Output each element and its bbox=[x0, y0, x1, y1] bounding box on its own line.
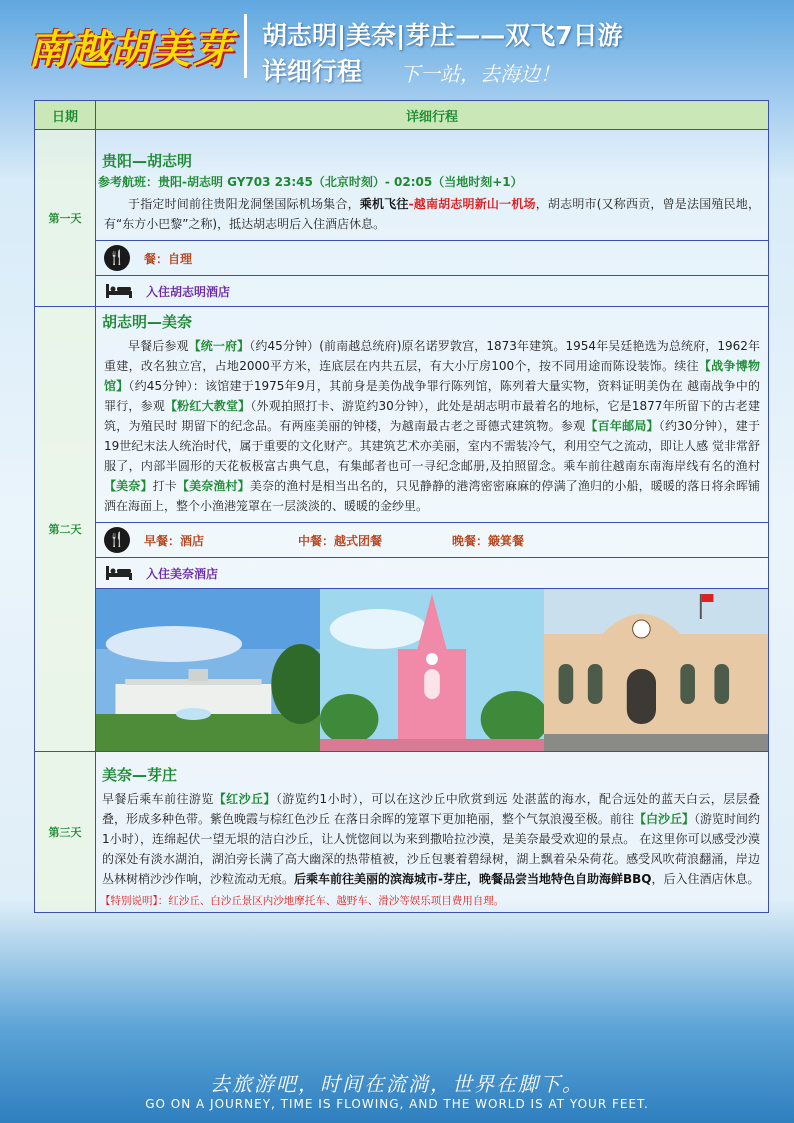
day-content bbox=[96, 130, 768, 306]
page-title: 胡志明|美奈|芽庄——双飞7日游 bbox=[262, 21, 623, 50]
day-content bbox=[96, 307, 768, 751]
table-header bbox=[35, 101, 768, 130]
text: （约30分钟），建于19世纪末法人统治时代，属于重要的文化财产。其建筑艺术亦美丽，室内不需装冷气，利用空气之流动，即让人感 觉非常舒服了，内部半圆形的天花板极富古典气息，有集邮者也可一寻纪念邮册,及拍照留念。乘车前往越南东南海岸线有名的渔村 bbox=[104, 419, 760, 473]
day-row-3 bbox=[35, 752, 768, 912]
day-description bbox=[96, 190, 768, 240]
brand-logo: 南越胡美芽 bbox=[28, 27, 233, 73]
attraction-name: 【红沙丘】 bbox=[213, 792, 276, 806]
special-note: 【特别说明】：红沙丘、白沙丘景区内沙地摩托车、越野车、滑沙等娱乐项目费用自理。 bbox=[100, 895, 505, 907]
flight-info: 参考航班：贵阳-胡志明 GY703 23:45（北京时刻）- 02:05（当地时刻+1） bbox=[98, 175, 523, 189]
text: （游览约1小时），可以在这沙丘中欣赏到远 处湛蓝的海水，配合远处的蓝天白云，层层叠叠，形成多种色带。紫色晚霞与棕红色沙丘 在落日余晖的笼罩下更加艳丽，整个气氛浪漫至极。前往 bbox=[102, 792, 760, 826]
attraction-name: 【粉红大教堂】 bbox=[164, 399, 251, 413]
text: （约45分钟）(前南越总统府)原名诺罗敦宫，1873年建筑。1954年吴廷艳选为总统府，1962年重建，改名独立宫，占地2000平方米，连底层在内共五层，有大小厅房100个，按不同用途而陈设装饰。续往 bbox=[104, 339, 760, 373]
header-divider bbox=[244, 14, 247, 78]
text: 美奈的渔村是相当出名的，只见静静的港湾密密麻麻的停满了渔归的小船，暖暖的落日将余晖铺洒在海面上，整个小渔港笼罩在一层淡淡的、暖暖的金纱里。 bbox=[104, 479, 760, 513]
attraction-name: 【统一府】 bbox=[188, 339, 250, 353]
text: 于指定时间前往贵阳龙洞堡国际机场集合， bbox=[128, 197, 360, 211]
text: ，胡志明市(又称西贡，曾是法国殖民地，有“东方小巴黎”之称)，抵达胡志明后入住酒店休息。 bbox=[104, 197, 760, 231]
fork-knife-icon: 🍴 bbox=[104, 245, 130, 271]
text: （游览时间约1小时），连绵起伏一望无垠的洁白沙丘，让人恍惚间以为来到撒哈拉沙漠，是美奈最受欢迎的景点。 在这里你可以感受沙漠的深处有淡水湖泊，湖泊旁长满了高大幽深的热带植被，沙丘包裹着碧绿树，湖上飘着朵朵荷花。感受风吹荷浪翻涌，岸边丛林树梢沙沙作响，沙粒流动无痕。 bbox=[102, 812, 760, 886]
attraction-name: 【美奈】 bbox=[104, 479, 153, 493]
bed-icon bbox=[104, 564, 134, 582]
fork-knife-icon: 🍴 bbox=[104, 527, 130, 553]
text: ，后入住酒店休息。 bbox=[651, 872, 760, 886]
lunch-info: 中餐：越式团餐 bbox=[298, 533, 383, 548]
footer-slogan-en: GO ON A JOURNEY, TIME IS FLOWING, AND THE WORLD IS AT YOUR FEET. bbox=[145, 1097, 649, 1111]
photo-strip bbox=[96, 588, 768, 751]
text: 早餐后参观 bbox=[128, 339, 189, 353]
text: 早餐后乘车前往游览 bbox=[102, 792, 214, 806]
text: （约45分钟）：该馆建于1975年9月，其前身是美伪战争罪行陈列馆，陈列着大量实物，资料证明美伪在 越南战争中的罪行，参观 bbox=[104, 379, 760, 413]
day-content bbox=[96, 752, 768, 912]
attraction-name: 【美奈渔村】 bbox=[176, 479, 250, 493]
page-header bbox=[0, 0, 794, 92]
day-label: 第一天 bbox=[35, 130, 96, 306]
slogan: 下一站，去海边！ bbox=[400, 62, 560, 86]
text-bold: 后乘车前往美丽的滨海城市-芽庄，晚餐品尝当地特色自助海鲜BBQ bbox=[294, 872, 652, 886]
attraction-name: 【百年邮局】 bbox=[585, 419, 659, 433]
column-header-detail: 详细行程 bbox=[405, 109, 458, 125]
breakfast-info: 早餐：酒店 bbox=[144, 533, 205, 548]
photo-independence-palace bbox=[96, 589, 320, 751]
text-highlight-red: -越南胡志明新山一机场 bbox=[408, 197, 536, 211]
photo-central-post-office bbox=[544, 589, 768, 751]
day-row-2 bbox=[35, 307, 768, 752]
text-bold: 乘机飞往 bbox=[359, 197, 409, 211]
route-title: 胡志明—美奈 bbox=[102, 313, 193, 331]
hotel-row bbox=[96, 557, 768, 588]
hotel-info: 入住胡志明酒店 bbox=[146, 284, 231, 299]
day-label: 第三天 bbox=[35, 752, 96, 912]
hotel-row bbox=[96, 275, 768, 306]
meal-info: 餐：自理 bbox=[144, 251, 193, 266]
day-description bbox=[96, 332, 768, 522]
attraction-name: 【白沙丘】 bbox=[633, 812, 694, 826]
meal-row bbox=[96, 522, 768, 557]
route-title: 美奈—芽庄 bbox=[102, 766, 178, 784]
day-label: 第二天 bbox=[35, 307, 96, 751]
hotel-info: 入住美奈酒店 bbox=[146, 566, 219, 581]
route-title: 贵阳—胡志明 bbox=[102, 152, 193, 170]
day-row-1 bbox=[35, 130, 768, 307]
attraction-name: 【战争博物馆】 bbox=[104, 359, 760, 393]
day-description bbox=[96, 785, 768, 891]
meal-row bbox=[96, 240, 768, 275]
page-subtitle: 详细行程 bbox=[262, 57, 363, 86]
photo-pink-cathedral bbox=[320, 589, 544, 751]
column-header-day: 日期 bbox=[35, 101, 96, 129]
bed-icon bbox=[104, 282, 134, 300]
dinner-info: 晚餐：簸箕餐 bbox=[452, 533, 525, 548]
text: 打卡 bbox=[152, 479, 177, 493]
footer-slogan-cn: 去旅游吧，时间在流淌，世界在脚下。 bbox=[210, 1072, 584, 1096]
itinerary-table bbox=[34, 100, 769, 913]
text: （外观拍照打卡、游览约30分钟），此处是胡志明市最着名的地标，它是1877年所留下的古老建筑，为殖民时 期留下的纪念品。有两座美丽的钟楼，为越南最古老之哥德式建筑物。参观 bbox=[104, 399, 760, 433]
